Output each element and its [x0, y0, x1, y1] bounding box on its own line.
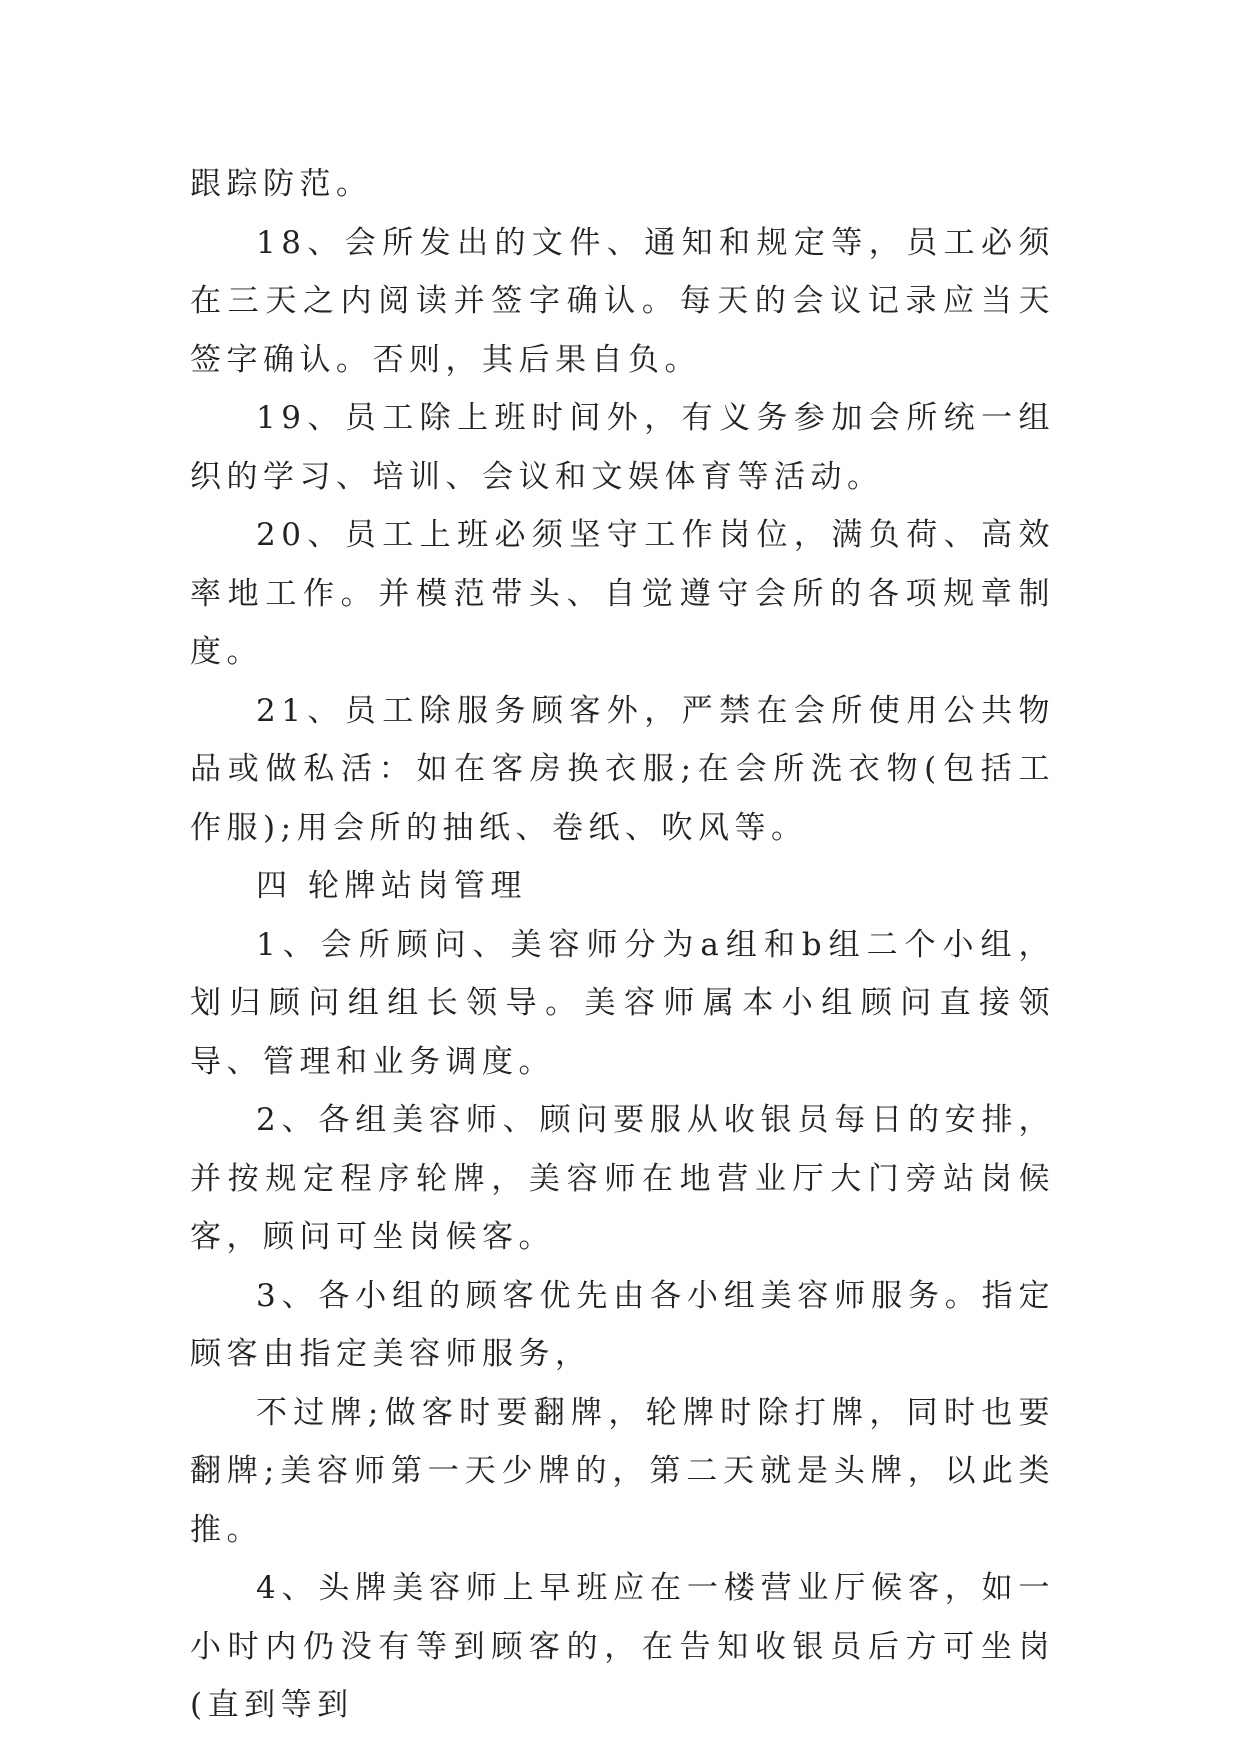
paragraph-item-4: 4、头牌美容师上早班应在一楼营业厅候客，如一小时内仍没有等到顾客的，在告知收银员后方可坐岗(直到等到 — [190, 1570, 1055, 1723]
paragraph-rule-21: 21、员工除服务顾客外，严禁在会所使用公共物品或做私活：如在客房换衣服;在会所洗衣物(包括工作服);用会所的抽纸、卷纸、吹风等。 — [190, 692, 1055, 846]
paragraph-continuation: 跟踪防范。 — [190, 166, 373, 202]
paragraph-rule-20: 20、员工上班必须坚守工作岗位，满负荷、高效率地工作。并模范带头、自觉遵守会所的各项规章制度。 — [190, 517, 1055, 670]
document-body — [190, 155, 1055, 1735]
section-heading: 四 轮牌站岗管理 — [256, 868, 527, 904]
paragraph-item-3: 3、各小组的顾客优先由各小组美容师服务。指定顾客由指定美容师服务， — [190, 1277, 1055, 1372]
paragraph-rule-18: 18、会所发出的文件、通知和规定等，员工必须在三天之内阅读并签字确认。每天的会议记录应当天签字确认。否则，其后果自负。 — [190, 224, 1055, 378]
paragraph-item-2: 2、各组美容师、顾问要服从收银员每日的安排，并按规定程序轮牌，美容师在地营业厅大门旁站岗候客，顾问可坐岗候客。 — [190, 1102, 1055, 1255]
paragraph-rule-19: 19、员工除上班时间外，有义务参加会所统一组织的学习、培训、会议和文娱体育等活动。 — [190, 400, 1055, 495]
paragraph-item-1: 1、会所顾问、美容师分为a组和b组二个小组，划归顾问组组长领导。美容师属本小组顾问直接领导、管理和业务调度。 — [190, 926, 1055, 1080]
paragraph-item-3-continued: 不过牌;做客时要翻牌，轮牌时除打牌，同时也要翻牌;美容师第一天少牌的，第二天就是头牌，以此类推。 — [190, 1394, 1055, 1548]
